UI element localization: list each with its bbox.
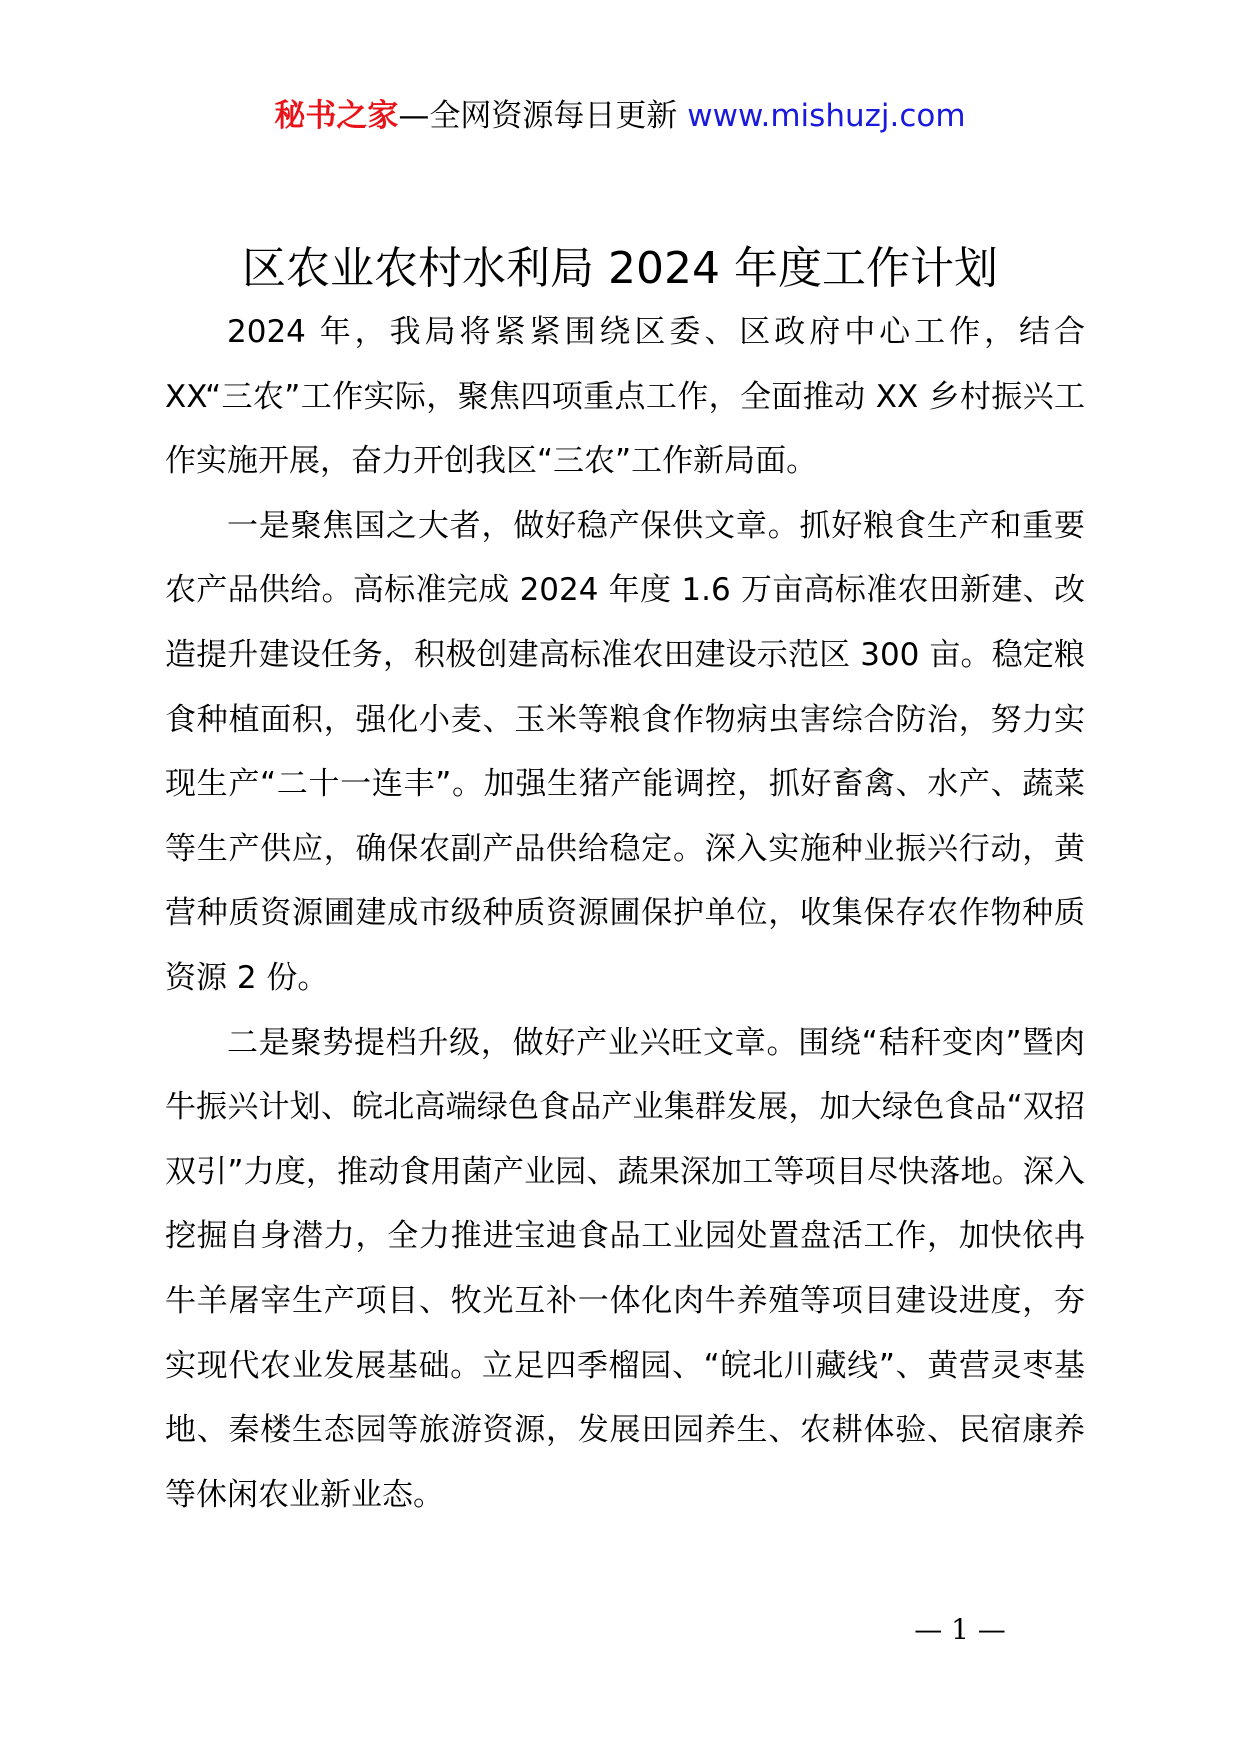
- paragraph-stable-production: 一是聚焦国之大者，做好稳产保供文章。抓好粮食生产和重要农产品供给。高标准完成 2024 年度 1.6 万亩高标准农田新建、改造提升建设任务，积极创建高标准农田建设示范区 300 亩。稳定粮食种植面积，强化小麦、玉米等粮食作物病虫害综合防治，努力实现生产“二十一连丰”。加强生猪产能调控，抓好畜禽、水产、蔬菜等生产供应，确保农副产品供给稳定。深入实施种业振兴行动，黄营种质资源圃建成市级种质资源圃保护单位，收集保存农作物种质资源 2 份。: [165, 507, 1085, 996]
- document-title: 区农业农村水利局 2024 年度工作计划: [242, 243, 998, 294]
- site-banner: [0, 96, 1240, 136]
- document-body: [165, 300, 1085, 1527]
- paragraph-industry-upgrade: 二是聚势提档升级，做好产业兴旺文章。围绕“秸秆变肉”暨肉牛振兴计划、皖北高端绿色食品产业集群发展，加大绿色食品“双招双引”力度，推动食用菌产业园、蔬果深加工等项目尽快落地。深入挖掘自身潜力，全力推进宝迪食品工业园处置盘活工作，加快依冉牛羊屠宰生产项目、牧光互补一体化肉牛养殖等项目建设进度，夯实现代农业发展基础。立足四季榴园、“皖北川藏线”、黄营灵枣基地、秦楼生态园等旅游资源，发展田园养生、农耕体验、民宿康养等休闲农业新业态。: [165, 1024, 1085, 1513]
- site-name: 秘书之家: [274, 98, 399, 134]
- site-url-link[interactable]: www.mishuzj.com: [687, 98, 966, 134]
- paragraph-intro: 2024 年，我局将紧紧围绕区委、区政府中心工作，结合 XX“三农”工作实际，聚焦四项重点工作，全面推动 XX 乡村振兴工作实施开展，奋力开创我区“三农”工作新局面。: [165, 314, 1085, 480]
- site-tagline: —全网资源每日更新: [398, 98, 678, 134]
- page-number: — 1 —: [914, 1613, 1006, 1646]
